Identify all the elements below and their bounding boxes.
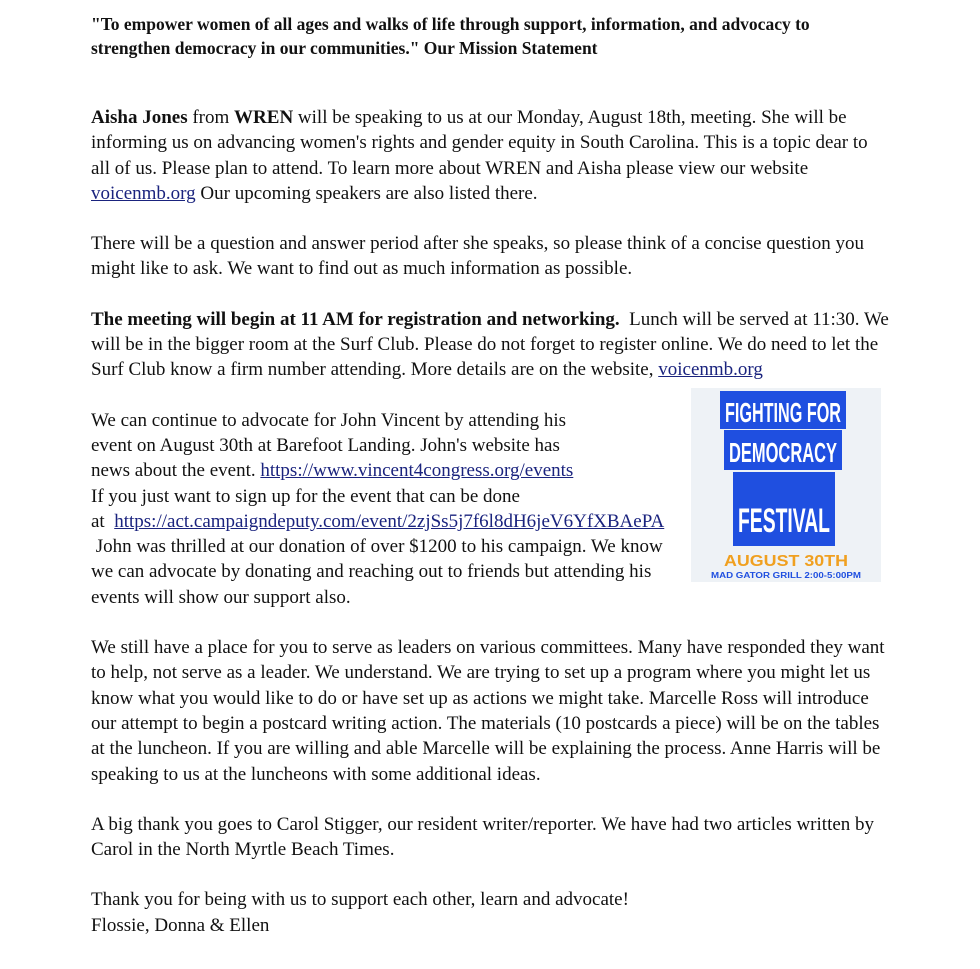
qa-paragraph: There will be a question and answer period after she speaks, so please think of a concise question you might like to ask. We want to find out as much information as possible. [91, 233, 864, 280]
meeting-paragraph [91, 307, 891, 383]
festival-flyer-image [691, 388, 881, 582]
meeting-text: Lunch will be served at 11:30. We will be in the bigger room at the Surf Club. Please do not forget to register online. We do need to let the Surf Club know a firm number attending. More details are on the website, [91, 308, 889, 381]
vincent-line: events will show our support also. [91, 586, 351, 608]
vincent-events-link[interactable]: https://www.vincent4congress.org/events [260, 460, 574, 482]
vincent-line: John was thrilled at our donation of over $1200 to his campaign. We know [95, 536, 663, 558]
flyer-title-line-3: FESTIVAL [738, 502, 830, 540]
speaker-text: will be speaking to us at our Monday, August 18th, meeting. She will be informing us on advancing women's rights and gender equity in South Carolina. This is a topic dear to all of us. Please plan to attend. To learn more about WREN and Aisha please view our website [91, 107, 868, 179]
mission-statement [91, 12, 891, 60]
speaker-text-2: Our upcoming speakers are also listed there. [200, 182, 538, 204]
closing-text: Thank you for being with us to support each other, learn and advocate! [91, 889, 629, 911]
vincent-line: at [91, 510, 105, 532]
mission-label: Our Mission Statement [423, 38, 598, 58]
vincent-line: If you just want to sign up for the event that can be done [91, 485, 520, 507]
committees-paragraph: We still have a place for you to serve as leaders on various committees. Many have responded they want to help, not serve as a leader. We understand. We are trying to set up a program where you might let us know what you would like to do or have set up as actions we might take. Marcelle Ross will introduce our attempt to begin a postcard writing action. The materials (10 postcards a piece) will be on the tables at the luncheon. If you are willing and able Marcelle will be explaining the process. Anne Harris will be speaking to us at the luncheons with some additional ideas. [91, 637, 885, 785]
voicenmb-link[interactable]: voicenmb.org [91, 182, 196, 204]
campaigndeputy-link[interactable]: https://act.campaigndeputy.com/event/2zjSs5j7f6l8dH6jeV6YfXBAePA [114, 510, 665, 532]
signature: Flossie, Donna & Ellen [91, 914, 270, 936]
mission-quote: "To empower women of all ages and walks of life through support, information, and advocacy to strengthen democracy in our communities." [91, 14, 810, 58]
meeting-time-bold: The meeting will begin at 11 AM for registration and networking. [91, 308, 620, 330]
speaker-org: WREN [234, 107, 294, 128]
flyer-venue: MAD GATOR GRILL 2:00-5:00PM [711, 571, 862, 580]
flyer-date: AUGUST 30TH [724, 553, 848, 570]
speaker-name: Aisha Jones [91, 107, 188, 128]
festival-flyer-graphic [691, 388, 881, 582]
closing-paragraph [91, 887, 891, 938]
speaker-from: from [192, 107, 230, 128]
vincent-line: news about the event. [91, 460, 256, 482]
vincent-line: We can continue to advocate for John Vincent by attending his [91, 409, 567, 431]
thanks-paragraph: A big thank you goes to Carol Stigger, our resident writer/reporter. We have had two articles written by Carol in the North Myrtle Beach Times. [91, 813, 875, 861]
vincent-line: event on August 30th at Barefoot Landing. John's website has [91, 434, 560, 456]
voicenmb-link-2[interactable]: voicenmb.org [658, 359, 763, 381]
flyer-title-line-2: DEMOCRACY [729, 437, 838, 468]
speaker-paragraph [91, 105, 891, 206]
flyer-title-line-1: FIGHTING FOR [725, 397, 841, 428]
vincent-line: we can advocate by donating and reaching out to friends but attending his [91, 561, 652, 583]
